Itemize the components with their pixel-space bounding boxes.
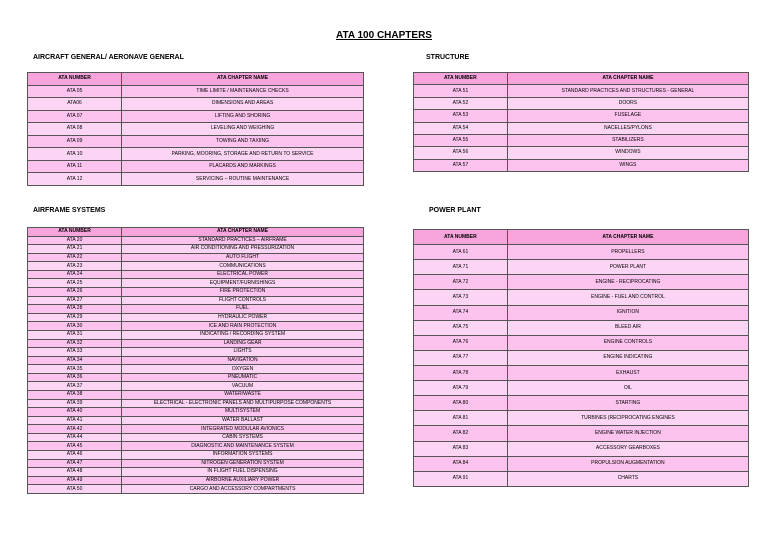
ata-chapter-name-cell: INFORMATION SYSTEMS [122, 451, 364, 460]
ata-number-cell: ATA 25 [28, 279, 122, 288]
ata-number-cell: ATA 73 [414, 290, 508, 305]
table-header-row [414, 230, 749, 245]
ata-number-cell: ATA 57 [414, 159, 508, 171]
table-row [28, 270, 364, 279]
table-row [414, 350, 749, 365]
ata-chapter-name-cell: STANDARD PRACTICES – AIRFRAME [122, 236, 364, 245]
ata-chapter-name-cell: ENGINE INDICATING [507, 350, 748, 365]
ata-chapter-name-cell: ENGINE - FUEL AND CONTROL [507, 290, 748, 305]
ata-chapter-name-cell: ENGINE WATER INJECTION [507, 426, 748, 441]
table-row [28, 373, 364, 382]
ata-chapter-name-cell: ELECTRICAL - ELECTRONIC PANELS AND MULTIPURPOSE COMPONENTS [122, 399, 364, 408]
ata-chapter-name-cell: DOORS [507, 97, 748, 109]
ata-number-cell: ATA 35 [28, 365, 122, 374]
ata-chapter-name-cell: OXYGEN [122, 365, 364, 374]
ata-number-cell: ATA 80 [414, 396, 508, 411]
table-row [28, 433, 364, 442]
table-row [28, 262, 364, 271]
table-row [414, 335, 749, 350]
ata-chapter-name-header: ATA CHAPTER NAME [507, 73, 748, 85]
ata-chapter-name-cell: BLEED AIR [507, 320, 748, 335]
ata-number-cell: ATA 47 [28, 459, 122, 468]
table-row [414, 97, 749, 109]
ata-number-cell: ATA 91 [414, 471, 508, 486]
ata-number-cell: ATA 31 [28, 330, 122, 339]
table-row [414, 426, 749, 441]
ata-chapter-name-cell: LIFTING AND SHORING [122, 110, 364, 123]
table-row [28, 236, 364, 245]
ata-number-cell: ATA 81 [414, 411, 508, 426]
ata-number-cell: ATA 38 [28, 390, 122, 399]
ata-number-cell: ATA06 [28, 98, 122, 111]
table-row [414, 471, 749, 486]
table-row [414, 85, 749, 97]
ata-chapter-name-cell: INTEGRATED MODULAR AVIONICS [122, 425, 364, 434]
airframe-systems-table [27, 227, 364, 494]
ata-chapter-name-cell: PROPULSION AUGMENTATION [507, 456, 748, 471]
ata-chapter-name-cell: AUTO FLIGHT [122, 253, 364, 262]
ata-chapter-name-cell: OIL [507, 381, 748, 396]
ata-number-cell: ATA 39 [28, 399, 122, 408]
ata-chapter-name-cell: COMMUNICATIONS [122, 262, 364, 271]
table-row [28, 123, 364, 136]
section-heading-airframe-systems: AIRFRAME SYSTEMS [33, 207, 106, 214]
ata-chapter-name-cell: STABILIZERS [507, 134, 748, 146]
table-header-row [28, 228, 364, 237]
ata-chapter-name-cell: VACUUM [122, 382, 364, 391]
table-row [28, 356, 364, 365]
ata-chapter-name-cell: ACCESSORY GEARBOXES [507, 441, 748, 456]
ata-number-cell: ATA 36 [28, 373, 122, 382]
ata-number-cell: ATA 26 [28, 288, 122, 297]
ata-chapter-name-cell: IGNITION [507, 305, 748, 320]
ata-chapter-name-cell: PROPELLERS [507, 245, 748, 260]
ata-chapter-name-cell: WATER/WASTE [122, 390, 364, 399]
table-row [28, 382, 364, 391]
table-row [28, 485, 364, 494]
table-row [414, 147, 749, 159]
ata-number-cell: ATA 50 [28, 485, 122, 494]
ata-chapter-name-cell: NITROGEN GENERATION SYSTEM [122, 459, 364, 468]
table-row [414, 275, 749, 290]
table-row [28, 476, 364, 485]
table-row [28, 348, 364, 357]
ata-number-cell: ATA 79 [414, 381, 508, 396]
ata-chapter-name-cell: HYDRAULIC POWER [122, 313, 364, 322]
ata-chapter-name-cell: TURBINES (RECIPROCATING ENGINES [507, 411, 748, 426]
ata-number-cell: ATA 83 [414, 441, 508, 456]
ata-chapter-name-cell: WINDOWS [507, 147, 748, 159]
table-row [28, 313, 364, 322]
ata-number-cell: ATA 05 [28, 85, 122, 98]
table-row [414, 260, 749, 275]
ata-number-cell: ATA 22 [28, 253, 122, 262]
ata-number-cell: ATA 45 [28, 442, 122, 451]
ata-chapter-name-cell: LIGHTS [122, 348, 364, 357]
ata-chapter-name-cell: AIR CONDITIONING AND PRESSURIZATION [122, 245, 364, 254]
ata-chapter-name-cell: ICE AND RAIN PROTECTION [122, 322, 364, 331]
ata-chapter-name-cell: PNEUMATIC [122, 373, 364, 382]
table-row [414, 365, 749, 380]
table-row [28, 442, 364, 451]
ata-number-cell: ATA 28 [28, 305, 122, 314]
ata-number-cell: ATA 78 [414, 365, 508, 380]
ata-number-cell: ATA 34 [28, 356, 122, 365]
table-row [28, 322, 364, 331]
ata-number-cell: ATA 76 [414, 335, 508, 350]
aircraft-general-table [27, 72, 364, 186]
table-header-row [28, 73, 364, 86]
ata-chapter-name-cell: NACELLES/PYLONS [507, 122, 748, 134]
table-row [414, 396, 749, 411]
ata-chapter-name-cell: DIMENSIONS AND AREAS [122, 98, 364, 111]
table-row [28, 148, 364, 161]
ata-number-cell: ATA 75 [414, 320, 508, 335]
ata-chapter-name-cell: EQUIPMENT/FURNISHINGS [122, 279, 364, 288]
ata-chapter-name-header: ATA CHAPTER NAME [122, 73, 364, 86]
table-row [28, 408, 364, 417]
ata-chapter-name-header: ATA CHAPTER NAME [122, 228, 364, 237]
table-row [28, 425, 364, 434]
page-title: ATA 100 CHAPTERS [336, 30, 432, 41]
ata-number-header: ATA NUMBER [28, 73, 122, 86]
ata-number-cell: ATA 61 [414, 245, 508, 260]
ata-chapter-name-cell: POWER PLANT [507, 260, 748, 275]
ata-chapter-name-cell: FLIGHT CONTROLS [122, 296, 364, 305]
ata-chapter-name-cell: PLACARDS AND MARKINGS [122, 160, 364, 173]
ata-chapter-name-cell: ENGINE CONTROLS [507, 335, 748, 350]
ata-number-cell: ATA 49 [28, 476, 122, 485]
ata-number-cell: ATA 24 [28, 270, 122, 279]
section-heading-power-plant: POWER PLANT [429, 207, 481, 214]
ata-number-cell: ATA 42 [28, 425, 122, 434]
table-row [414, 381, 749, 396]
table-row [414, 122, 749, 134]
ata-chapter-name-cell: DIAGNOSTIC AND MAINTENANCE SYSTEM [122, 442, 364, 451]
table-row [28, 390, 364, 399]
ata-number-cell: ATA 54 [414, 122, 508, 134]
table-row [28, 98, 364, 111]
ata-number-cell: ATA 44 [28, 433, 122, 442]
table-row [414, 290, 749, 305]
ata-number-cell: ATA 46 [28, 451, 122, 460]
ata-number-cell: ATA 07 [28, 110, 122, 123]
table-row [414, 245, 749, 260]
table-row [28, 110, 364, 123]
table-row [28, 305, 364, 314]
ata-chapter-name-cell: NAVIGATION [122, 356, 364, 365]
table-row [28, 399, 364, 408]
ata-chapter-name-cell: LANDING GEAR [122, 339, 364, 348]
ata-number-cell: ATA 48 [28, 468, 122, 477]
table-row [28, 330, 364, 339]
table-row [414, 110, 749, 122]
ata-number-cell: ATA 52 [414, 97, 508, 109]
ata-number-cell: ATA 20 [28, 236, 122, 245]
ata-number-cell: ATA 32 [28, 339, 122, 348]
table-row [28, 85, 364, 98]
ata-chapter-name-cell: ENGINE - RECIPROCATING [507, 275, 748, 290]
ata-number-cell: ATA 33 [28, 348, 122, 357]
ata-chapter-name-cell: FUEL [122, 305, 364, 314]
ata-number-cell: ATA 41 [28, 416, 122, 425]
ata-number-cell: ATA 12 [28, 173, 122, 186]
section-heading-structure: STRUCTURE [426, 54, 470, 61]
ata-chapter-name-cell: ELECTRICAL POWER [122, 270, 364, 279]
ata-number-cell: ATA 08 [28, 123, 122, 136]
ata-number-cell: ATA 27 [28, 296, 122, 305]
ata-chapter-name-cell: AIRBORNE AUXILIARY POWER [122, 476, 364, 485]
ata-number-header: ATA NUMBER [28, 228, 122, 237]
ata-chapter-name-cell: FUSELAGE [507, 110, 748, 122]
ata-chapter-name-header: ATA CHAPTER NAME [507, 230, 748, 245]
ata-number-cell: ATA 53 [414, 110, 508, 122]
ata-number-cell: ATA 51 [414, 85, 508, 97]
ata-chapter-name-cell: PARKING, MOORING, STORAGE AND RETURN TO SERVICE [122, 148, 364, 161]
table-row [28, 459, 364, 468]
table-row [414, 411, 749, 426]
ata-number-cell: ATA 84 [414, 456, 508, 471]
table-row [28, 365, 364, 374]
ata-number-cell: ATA 21 [28, 245, 122, 254]
ata-chapter-name-cell: CABIN SYSTEMS [122, 433, 364, 442]
ata-chapter-name-cell: MULTISYSTEM [122, 408, 364, 417]
ata-number-cell: ATA 55 [414, 134, 508, 146]
table-row [28, 279, 364, 288]
ata-chapter-name-cell: WATER BALLAST [122, 416, 364, 425]
table-row [28, 339, 364, 348]
table-row [28, 468, 364, 477]
ata-number-cell: ATA 37 [28, 382, 122, 391]
table-row [414, 159, 749, 171]
ata-number-cell: ATA 30 [28, 322, 122, 331]
ata-chapter-name-cell: IN FLIGHT FUEL DISPENSING [122, 468, 364, 477]
table-row [414, 320, 749, 335]
table-row [414, 134, 749, 146]
power-plant-table [413, 229, 749, 487]
ata-chapter-name-cell: EXHAUST [507, 365, 748, 380]
table-row [28, 416, 364, 425]
table-row [28, 173, 364, 186]
table-row [414, 305, 749, 320]
ata-number-cell: ATA 71 [414, 260, 508, 275]
ata-chapter-name-cell: CARGO AND ACCESSORY COMPARTMENTS [122, 485, 364, 494]
ata-chapter-name-cell: STARTING [507, 396, 748, 411]
ata-number-cell: ATA 74 [414, 305, 508, 320]
table-row [28, 288, 364, 297]
table-header-row [414, 73, 749, 85]
ata-chapter-name-cell: TIME LIMITE / MAINTENANCE CHECKS [122, 85, 364, 98]
table-row [28, 451, 364, 460]
ata-number-cell: ATA 10 [28, 148, 122, 161]
table-row [414, 456, 749, 471]
table-row [28, 253, 364, 262]
ata-chapter-name-cell: STANDARD PRACTICES AND STRUCTURES - GENERAL [507, 85, 748, 97]
ata-chapter-name-cell: WINGS [507, 159, 748, 171]
ata-chapter-name-cell: TOWING AND TAXIING [122, 135, 364, 148]
structure-table [413, 72, 749, 172]
ata-chapter-name-cell: FIRE PROTECTION [122, 288, 364, 297]
ata-number-cell: ATA 82 [414, 426, 508, 441]
ata-number-cell: ATA 40 [28, 408, 122, 417]
table-row [28, 296, 364, 305]
ata-chapter-name-cell: SERVICING – ROUTINE MAINTENANCE [122, 173, 364, 186]
ata-number-cell: ATA 29 [28, 313, 122, 322]
ata-chapter-name-cell: INDICATING / RECORDING SYSTEM [122, 330, 364, 339]
ata-chapter-name-cell: CHARTS [507, 471, 748, 486]
ata-number-header: ATA NUMBER [414, 230, 508, 245]
ata-chapter-name-cell: LEVELING AND WEIGHING [122, 123, 364, 136]
ata-number-cell: ATA 09 [28, 135, 122, 148]
ata-number-cell: ATA 56 [414, 147, 508, 159]
ata-number-cell: ATA 23 [28, 262, 122, 271]
table-row [28, 245, 364, 254]
ata-number-header: ATA NUMBER [414, 73, 508, 85]
table-row [414, 441, 749, 456]
ata-number-cell: ATA 77 [414, 350, 508, 365]
ata-number-cell: ATA 11 [28, 160, 122, 173]
table-row [28, 135, 364, 148]
ata-number-cell: ATA 72 [414, 275, 508, 290]
table-row [28, 160, 364, 173]
section-heading-aircraft-general: AIRCRAFT GENERAL/ AERONAVE GENERAL [33, 54, 184, 61]
